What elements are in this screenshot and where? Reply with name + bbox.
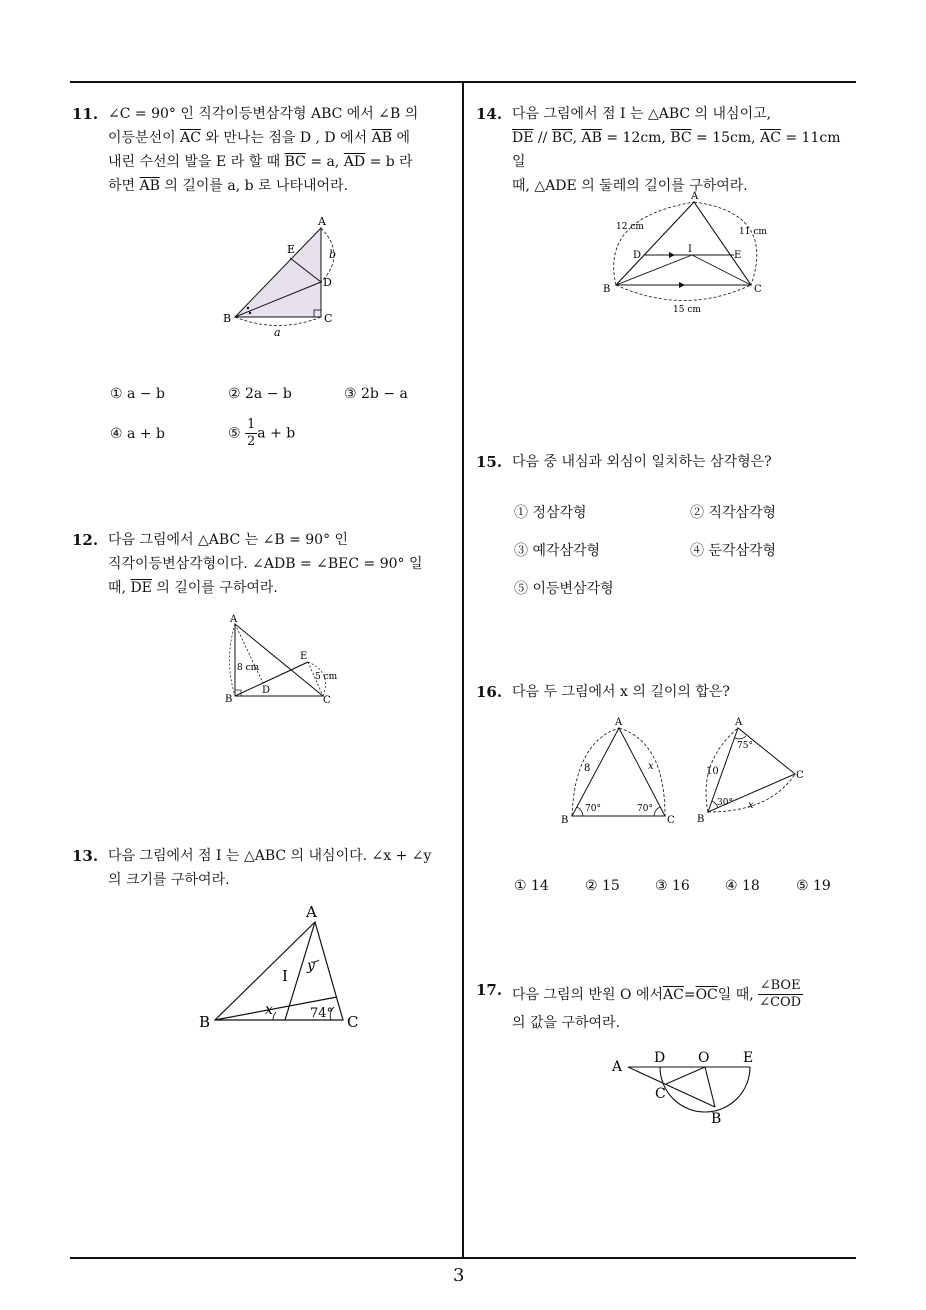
q16-choice-4[interactable]: ④ 18 [725, 878, 760, 894]
q11-choice-3[interactable]: ③ 2b − a [344, 386, 408, 402]
question-16 [476, 680, 856, 704]
q16-choice-3[interactable]: ③ 16 [655, 878, 690, 894]
q16-figure-2 [690, 712, 810, 832]
question-number: 12. [72, 531, 99, 549]
q15-choice-4[interactable]: ④ 둔각삼각형 [690, 543, 777, 559]
question-14 [476, 102, 856, 198]
label-70-left: 70° [585, 804, 601, 814]
label-x: x [648, 761, 654, 772]
label-5cm: 5 cm [315, 672, 338, 682]
q17-figure [608, 1045, 763, 1130]
question-text: ∠C = 90° 인 직각이등변삼각형 ABC 에서 ∠B 의 이등분선이 $\overline{AC}$ 와 만나는 점을 D , D 에서 $\overline{AB}$ 에 내린 수선의 발을 E 라 할 때 $\overline{BC} = a$, $\overline{AD} = b$ 라 하면 $\overline{AB}$ 의 길이를 a, b 로 나타내어라. [108, 106, 419, 194]
question-text: 다음 그림에서 점 I 는 △ABC 의 내심이고, $\overline{DE} // \overline{BC}$, $\overline{AB} = 12cm$, $\overline{BC} = 15cm$, $\overline{AC} = 11cm$ 일 때, △ADE 의 둘레의 길이를 구하여라. [512, 106, 841, 194]
q16-choice-2[interactable]: ② 15 [585, 878, 620, 894]
label-70-right: 70° [637, 804, 653, 814]
q11-choice-2[interactable]: ② 2a − b [228, 386, 292, 402]
label-15cm: 15 cm [673, 305, 701, 315]
label-11cm: 11 cm [739, 227, 767, 237]
label-B: B [561, 815, 569, 826]
label-x: x [748, 800, 754, 811]
q11-figure [215, 212, 355, 342]
q12-figure [220, 612, 350, 712]
label-E: E [287, 243, 296, 256]
label-A: A [318, 215, 326, 228]
label-C: C [796, 770, 804, 781]
label-C: C [655, 1086, 666, 1102]
question-text: 다음 그림에서 △ABC 는 ∠B = 90° 인 직각이등변삼각형이다. ∠ADB = ∠BEC = 90° 일 때, $\overline{DE}$ 의 길이를 구하여라. [108, 532, 423, 596]
label-75: 75° [737, 741, 753, 751]
label-B: B [225, 694, 233, 705]
question-text: 다음 그림의 반원 O 에서 $\overline{AC}$ = $\overline{OC}$ 일 때, $\frac{\text{∠BOE}}{\text{∠COD}}$ 의 값을 구하여라. [512, 978, 802, 1031]
column-divider [462, 81, 464, 1259]
fraction: $\frac{1}{2}$ [247, 417, 256, 449]
label-I: I [688, 244, 692, 255]
label-E: E [743, 1050, 754, 1066]
question-number: 13. [72, 847, 99, 865]
question-number: 11. [72, 105, 99, 123]
question-11 [72, 102, 452, 198]
label-C: C [324, 312, 333, 325]
label-12cm: 12 cm [616, 222, 644, 232]
label-E: E [734, 250, 742, 261]
label-C: C [667, 815, 675, 826]
label-30: 30° [717, 798, 733, 808]
question-12 [72, 528, 452, 600]
question-17 [476, 978, 856, 1035]
bottom-rule [70, 1257, 856, 1259]
question-number: 14. [476, 105, 503, 123]
label-A: A [612, 1059, 623, 1075]
q15-choice-2[interactable]: ② 직각삼각형 [690, 505, 777, 521]
label-y: y [307, 958, 315, 974]
question-text: 다음 그림에서 점 I 는 △ABC 의 내심이다. ∠x + ∠y 의 크기를 구하여라. [108, 848, 432, 888]
label-8: 8 [584, 763, 591, 774]
page-number: 3 [453, 1265, 465, 1286]
label-A: A [691, 191, 699, 202]
q15-choice-5[interactable]: ⑤ 이등변삼각형 [514, 581, 614, 597]
label-74: 74° [310, 1006, 334, 1021]
label-C: C [347, 1013, 359, 1031]
label-C: C [754, 284, 762, 295]
label-D: D [654, 1050, 666, 1066]
q16-figure-1 [555, 712, 685, 832]
label-D: D [323, 276, 332, 289]
label-B: B [697, 814, 705, 825]
question-15 [476, 450, 856, 474]
question-13 [72, 844, 452, 892]
question-text: 다음 중 내심과 외심이 일치하는 삼각형은? [512, 454, 772, 470]
q11-choice-1[interactable]: ① a − b [110, 386, 165, 402]
question-number: 17. [476, 981, 503, 999]
label-A: A [735, 717, 743, 728]
question-number: 16. [476, 683, 503, 701]
q15-choice-3[interactable]: ③ 예각삼각형 [514, 543, 601, 559]
fraction-boe-cod: $\frac{\text{∠BOE}}{\text{∠COD}}$ [759, 978, 802, 1010]
label-C: C [323, 695, 331, 706]
label-A: A [230, 614, 238, 625]
q16-choice-5[interactable]: ⑤ 19 [796, 878, 831, 894]
label-O: O [698, 1050, 710, 1066]
label-D: D [262, 685, 271, 696]
label-A: A [306, 903, 317, 921]
label-8cm: 8 cm [237, 663, 260, 673]
label-B: B [223, 312, 232, 325]
q13-figure [195, 900, 370, 1035]
label-B: B [711, 1111, 722, 1127]
label-B: B [603, 284, 611, 295]
label-I: I [282, 967, 288, 985]
q16-choice-1[interactable]: ① 14 [514, 878, 549, 894]
label-A: A [615, 717, 623, 728]
question-text: 다음 두 그림에서 x 의 길이의 합은? [512, 684, 730, 700]
q11-choice-5[interactable]: ⑤ $\frac{1}{2}$ a + b [228, 417, 296, 449]
label-10: 10 [706, 766, 719, 777]
q14-figure [596, 188, 776, 318]
q15-choice-1[interactable]: ① 정삼각형 [514, 505, 587, 521]
question-number: 15. [476, 453, 503, 471]
label-a: a [274, 326, 281, 339]
label-B: B [199, 1013, 211, 1031]
label-E: E [300, 651, 308, 662]
label-D: D [633, 250, 642, 261]
label-x: x [265, 1002, 273, 1018]
label-b: b [329, 248, 337, 261]
q11-choice-4[interactable]: ④ a + b [110, 426, 165, 442]
